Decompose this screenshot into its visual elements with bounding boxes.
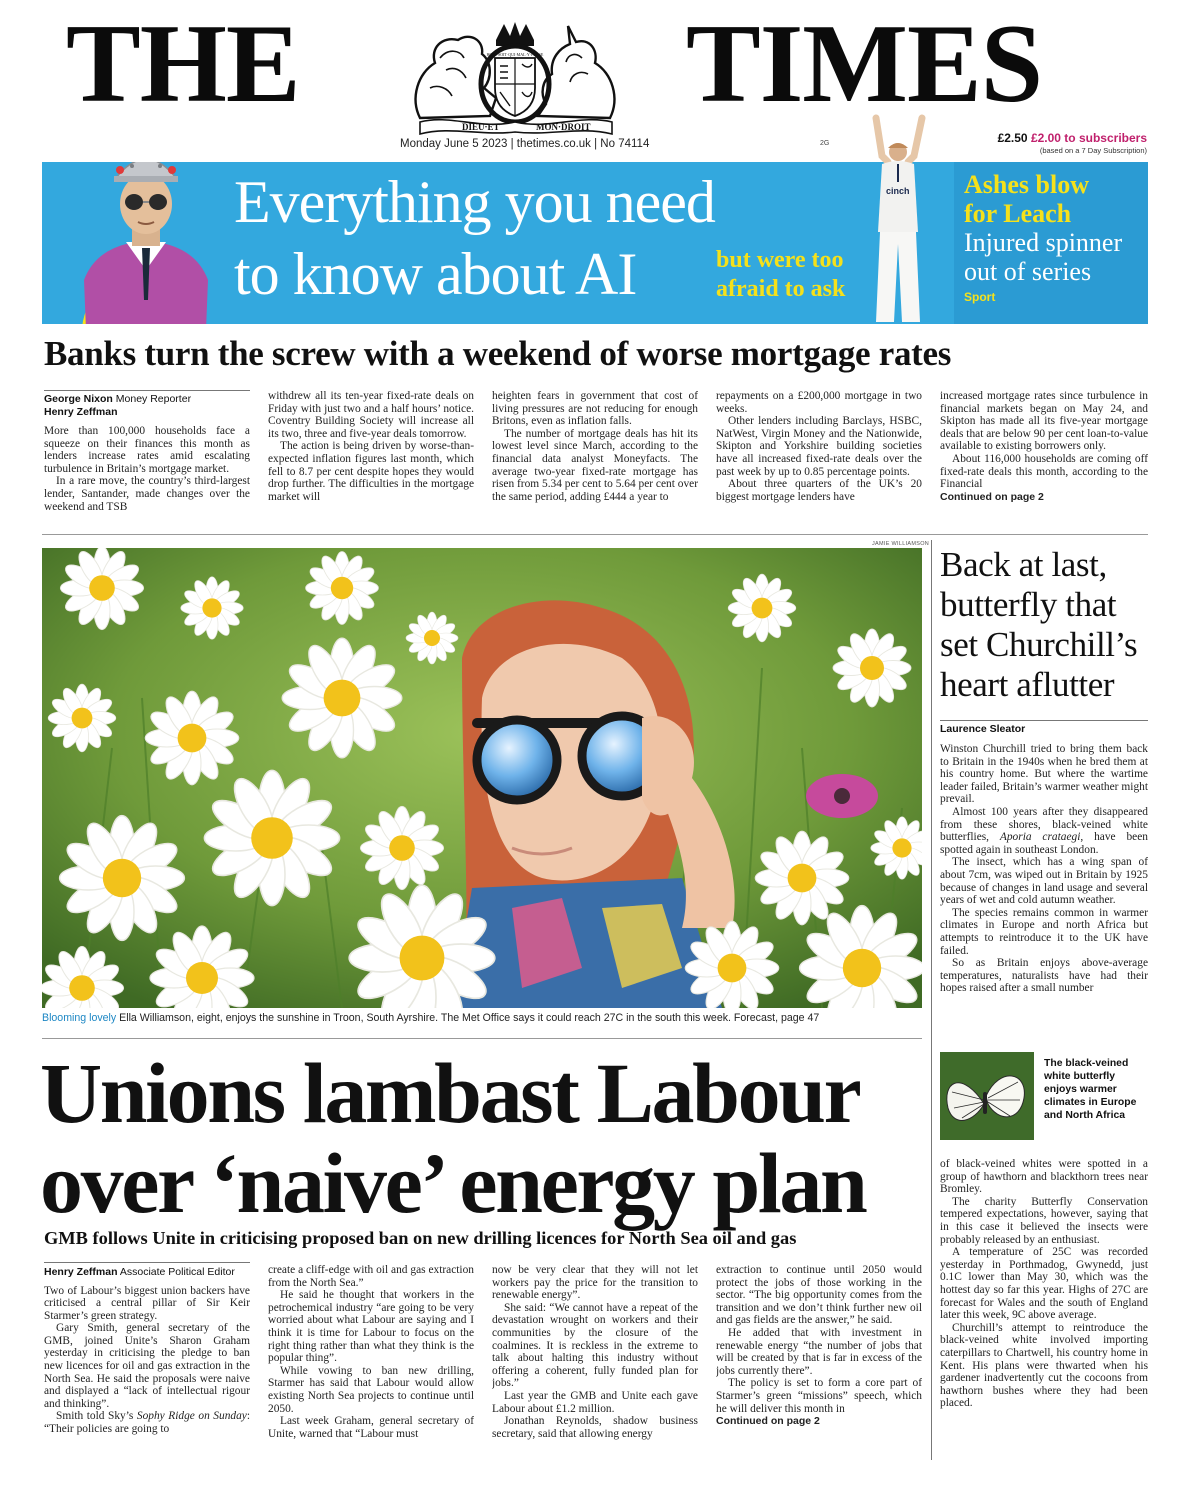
paragraph: [940, 806, 1148, 856]
sport-headline-line-2: for Leach: [964, 199, 1072, 228]
mortgage-column-1: [44, 393, 250, 525]
sport-headline-line-1: Ashes blow: [964, 170, 1089, 199]
paragraph: The policy is set to form a core part of Starmer’s green “missions” speech, which he will deliver this month in: [716, 1377, 922, 1415]
paragraph: He said he thought that workers in the petrochemical industry “are going to be very worried about what Labour are saying and I think it is time for Labour to focus on the right thing rather than what they think is the popular thing”.: [268, 1289, 474, 1365]
paragraph: increased mortgage rates since turbulence in financial markets began on May 24, and Skipton has made all its five-year mortgage deals that are below 90 per cent loan-to-value available to existing borrowers only.: [940, 390, 1148, 453]
paragraph: Last week Graham, general secretary of Unite, warned that “Labour must: [268, 1415, 474, 1440]
ai-headline-line-2: to know about AI: [234, 241, 637, 307]
butterfly-thumbnail-photo: [940, 1052, 1034, 1140]
paragraph: Other lenders including Barclays, HSBC, NatWest, Virgin Money and the Nationwide, Skipton and Yorkshire building societies have all increased fixed-rate deals over the past week by up to 0.85 percentage points.: [716, 415, 922, 478]
unions-column-1: [44, 1266, 250, 1460]
cover-price: [998, 131, 1147, 145]
colander-man-illustration: [56, 162, 236, 324]
unions-headline-line-2: over ‘naive’ energy plan: [40, 1135, 866, 1231]
paragraph: Two of Labour’s biggest union backers have criticised a central pillar of Sir Keir Starmer’s green strategy.: [44, 1284, 250, 1322]
girl-in-daisies-photo: [42, 548, 922, 1008]
mortgage-author-2: Henry Zeffman: [44, 405, 118, 418]
shirt-sponsor: cinch: [886, 186, 910, 196]
ai-promo-headline[interactable]: [234, 166, 715, 310]
butterfly-byline: [940, 723, 1025, 736]
byline-rule: [44, 1262, 250, 1263]
paragraph: [44, 1410, 250, 1435]
paragraph: The action is being driven by worse-than-expected inflation figures last month, which fell to 8.7 per cent despite hopes they would drop further. The difficulties in the mortgage market will: [268, 440, 474, 503]
sport-promo[interactable]: [954, 162, 1148, 324]
butterfly-thumbnail-caption: The black-veined white butterfly enjoys warmer climates in Europe and North Africa: [1044, 1058, 1137, 1121]
photo-credit: JAMIE WILLIAMSON: [872, 541, 930, 547]
paragraph: Last year the GMB and Unite each gave Labour about £1.2 million.: [492, 1389, 698, 1415]
paragraph: Gary Smith, general secretary of the GMB, joined Unite’s Sharon Graham yesterday in criticising the pledge to ban new licences for oil and gas extraction in the North Sea. He said the proposals were naive and displayed a “lack of intellectual rigour and thinking”.: [44, 1322, 250, 1410]
paragraph: heighten fears in government that cost of living pressures are not reducing for enough Britons, even as inflation falls.: [492, 390, 698, 428]
unions-standfirst: GMB follows Unite in criticising proposed ban on new drilling licences for North Sea oil and gas: [44, 1228, 797, 1248]
butterfly-column-bottom: [940, 1158, 1148, 1450]
paragraph: Churchill’s attempt to reintroduce the black-veined white involved importing caterpillars to Chartwell, his country home in Kent. His plans were thwarted when his gardener inadvertently cut the cocoons from hawthorn bushes where they had been placed.: [940, 1321, 1148, 1410]
crest-motto-left: DIEU·ET: [462, 122, 500, 132]
butterfly-column-top: [940, 743, 1148, 1049]
paragraph: The species remains common in warmer climates in Europe and north Africa but attempts to reintroduce it to the UK have failed.: [940, 906, 1148, 957]
paragraph: Jonathan Reynolds, shadow business secretary, said that allowing energy: [492, 1415, 698, 1440]
caption-lead: Blooming lovely: [42, 1012, 117, 1024]
unions-column-4: [716, 1264, 922, 1460]
butterfly-headline[interactable]: Back at last, butterfly that set Churchill’s heart aflutter: [940, 545, 1138, 704]
ai-kicker-line-1: but were too: [716, 247, 844, 273]
mortgage-column-3: [492, 390, 698, 525]
species-name: Aporia crataegi: [999, 831, 1081, 844]
species-intro: Almost 100 years after they disappeared from these shores, black-veined white butterflies,: [940, 805, 1148, 844]
paragraph: now be very clear that they will not let workers pay the price for the transition to renewable energy”.: [492, 1264, 698, 1302]
paragraph: More than 100,000 households face a squeeze on their finances this month as lenders increase rates amid escalating turbulence in Britain’s mortgage market.: [44, 425, 250, 475]
section-divider: [42, 534, 1148, 535]
paragraph: repayments on a £200,000 mortgage in two weeks.: [716, 390, 922, 415]
mortgage-column-2: [268, 390, 474, 525]
unions-column-3: [492, 1264, 698, 1460]
paragraph: About three quarters of the UK’s 20 biggest mortgage lenders have: [716, 478, 922, 503]
unions-headline[interactable]: [40, 1045, 866, 1231]
ai-promo-kicker: [716, 246, 845, 304]
masthead-the: THE: [66, 2, 300, 126]
paragraph: She said: “We cannot have a repeat of the devastation wrought on workers and their communities by the closure of the coalmines. It is reckless in the extreme to talk about halting this industry without offering a coherent, fully funded plan for jobs.”: [492, 1301, 698, 1390]
crest-motto-right: MON·DROIT: [536, 122, 591, 132]
sport-section-tag: Sport: [964, 290, 996, 304]
sport-headline: [964, 170, 1089, 228]
paragraph: Winston Churchill tried to bring them back to Britain in the 1940s when he bred them at his country home. But where the wartime leader failed, Britain’s warmer weather might prevail.: [940, 743, 1148, 806]
paragraph: The insect, which has a wing span of about 7cm, was wiped out in Britain by 1925 because of changes in land usage and several years of wet and cold autumn weather.: [940, 856, 1148, 907]
mortgage-author-1-role: Money Reporter: [112, 393, 192, 405]
price-subscribers: £2.00 to subscribers: [1030, 131, 1147, 145]
sport-subhead-line-2: out of series: [964, 257, 1092, 286]
promo-banner[interactable]: [42, 162, 1148, 324]
paragraph: About 116,000 households are coming off fixed-rate deals this month, according to the Financial: [940, 452, 1148, 491]
unions-headline-line-1: Unions lambast Labour: [40, 1045, 860, 1141]
mortgage-column-5: [940, 390, 1148, 525]
butterfly-author: Laurence Sleator: [940, 723, 1026, 735]
mortgage-column-4: [716, 390, 922, 525]
paragraph: The charity Butterfly Conservation tempered expectations, however, saying that in this case it believed the insects were probably released by an enthusiast.: [940, 1195, 1148, 1246]
price-standard: £2.50: [997, 131, 1028, 145]
mortgage-author-1: George Nixon: [44, 393, 113, 405]
unions-author-role: Associate Political Editor: [117, 1266, 235, 1278]
dateline: Monday June 5 2023 | thetimes.co.uk | No 74114: [400, 138, 650, 150]
mortgage-continued-link[interactable]: Continued on page 2: [940, 490, 1044, 503]
unions-byline: [44, 1266, 250, 1279]
mortgage-byline: [44, 393, 250, 418]
cricketer-photo: [858, 112, 938, 326]
unions-author: Henry Zeffman: [44, 1266, 118, 1278]
paragraph: The number of mortgage deals has hit its lowest level since March, according to the financial data analyst Moneyfacts. The average two-year fixed-rate mortgage has risen from 5.34 per cent to 5.64 per cent over the same period, adding £444 a year to: [492, 427, 698, 503]
price-note: (based on a 7 Day Subscription): [1039, 146, 1147, 155]
paragraph: create a cliff-edge with oil and gas extraction from the North Sea.”: [268, 1264, 474, 1289]
sport-subhead-line-1: Injured spinner: [964, 228, 1123, 257]
masthead-times: TIMES: [686, 2, 1042, 126]
paragraph: In a rare move, the country’s third-largest lender, Santander, made changes over the weekend and TSB: [44, 475, 250, 513]
quote-tail: : “Their policies are going to: [44, 1410, 250, 1436]
paragraph: A temperature of 25C was recorded yesterday in Porthmadog, Gwynedd, just 0.1C lower than May 30, which was the hottest day so far this year. Highs of 27C are forecast for Wales and the south of England later this week, 9C above average.: [940, 1246, 1148, 1322]
unions-continued-link[interactable]: Continued on page 2: [716, 1415, 820, 1428]
photo-caption: [42, 1012, 819, 1024]
ai-kicker-line-2: afraid to ask: [716, 276, 846, 302]
sidebar-divider: [931, 540, 932, 1460]
tv-show-name: Sophy Ridge on Sunday: [136, 1410, 247, 1423]
paragraph: So as Britain enjoys above-average temperatures, naturalists have had their hopes raised after a small number: [940, 957, 1148, 995]
species-after: , have been spotted again in southeast London.: [940, 831, 1148, 856]
photo-divider: [42, 1038, 922, 1039]
byline-rule: [44, 390, 250, 391]
edition-code: 2G: [820, 140, 830, 147]
caption-text: Ella Williamson, eight, enjoys the sunshine in Troon, South Ayrshire. The Met Office says it could reach 27C in the south this week. Forecast, page 47: [116, 1012, 820, 1024]
paragraph: extraction to continue until 2050 would protect the jobs of those working in the sector. “The big opportunity comes from the transition and we don’t think further new oil and gas fields are the answer,” he said.: [716, 1264, 922, 1327]
sport-subhead: [964, 228, 1122, 286]
quote-intro: Smith told Sky’s: [56, 1410, 137, 1423]
paragraph: of black-veined whites were spotted in a group of hawthorn and blackthorn trees near Bromley.: [940, 1158, 1148, 1196]
paragraph: While vowing to ban new drilling, Starmer has said that Labour would allow existing North Sea projects to continue until 2050.: [268, 1364, 474, 1415]
unions-column-2: [268, 1264, 474, 1460]
paragraph: withdrew all its ten-year fixed-rate deals on Friday with just two and a half hours’ notice. Coventry Building Society will increase all its two, three and five-year deals tomorrow.: [268, 390, 474, 440]
byline-rule: [940, 720, 1148, 721]
royal-coat-of-arms-icon: [400, 18, 630, 136]
mortgage-headline[interactable]: Banks turn the screw with a weekend of worse mortgage rates: [44, 334, 952, 373]
crest-garter-motto: HONI·SOIT·QUI·MAL·Y·PENSE: [486, 52, 544, 57]
ai-headline-line-1: Everything you need: [234, 169, 715, 235]
paragraph: He added that with investment in renewable energy “the number of jobs that will be created by that is far in excess of the jobs currently there”.: [716, 1326, 922, 1377]
